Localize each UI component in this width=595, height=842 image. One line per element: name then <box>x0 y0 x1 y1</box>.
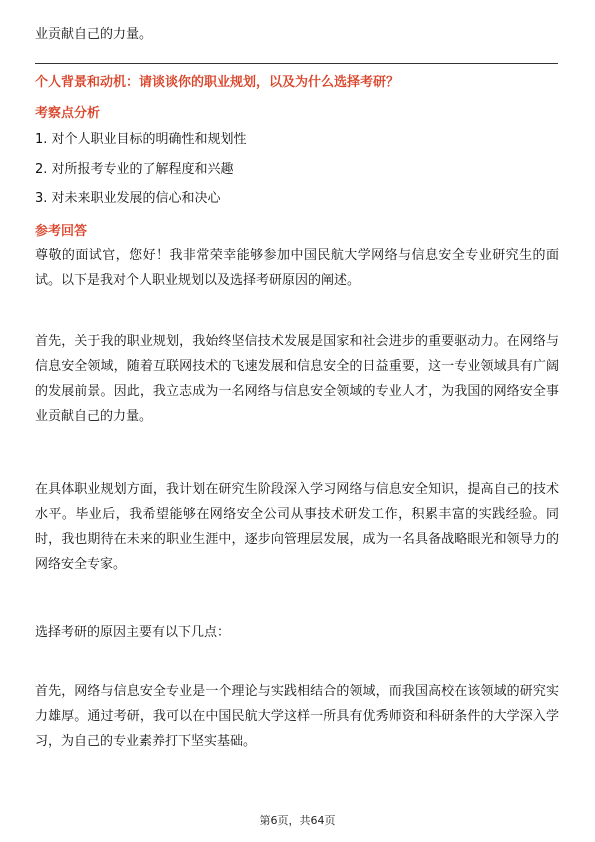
answer-paragraph: 选择考研的原因主要有以下几点： <box>35 625 231 640</box>
answer-paragraph: 尊敬的面试官，您好！我非常荣幸能够参加中国民航大学网络与信息安全专业研究生的面试。以下是我对个人职业规划以及选择考研原因的阐述。 <box>35 248 559 288</box>
analysis-point: 3. 对未来职业发展的信心和决心 <box>35 191 221 206</box>
answer-heading: 参考回答 <box>35 224 88 239</box>
answer-paragraph: 首先，关于我的职业规划，我始终坚信技术发展是国家和社会进步的重要驱动力。在网络与信息安全领域，随着互联网技术的飞速发展和信息安全的日益重要，这一专业领域具有广阔的发展前景。因此，我立志成为一名网络与信息安全领域的专业人才，为我国的网络安全事业贡献自己的力量。 <box>35 334 559 424</box>
analysis-heading: 考察点分析 <box>35 106 101 121</box>
page-number: 第6页，共64页 <box>259 814 336 827</box>
continuation-line: 业贡献自己的力量。 <box>35 27 153 42</box>
analysis-point: 2. 对所报考专业的了解程度和兴趣 <box>35 162 234 177</box>
divider-line <box>35 63 558 64</box>
answer-paragraph: 在具体职业规划方面，我计划在研究生阶段深入学习网络与信息安全知识，提高自己的技术水平。毕业后，我希望能够在网络安全公司从事技术研发工作，积累丰富的实践经验。同时，我也期待在未来的职业生涯中，逐步向管理层发展，成为一名具备战略眼光和领导力的网络安全专家。 <box>35 482 559 572</box>
analysis-point: 1. 对个人职业目标的明确性和规划性 <box>35 132 247 147</box>
question-heading: 个人背景和动机：请谈谈你的职业规划，以及为什么选择考研？ <box>35 75 400 90</box>
answer-paragraph: 首先，网络与信息安全专业是一个理论与实践相结合的领域，而我国高校在该领域的研究实力雄厚。通过考研，我可以在中国民航大学这样一所具有优秀师资和科研条件的大学深入学习，为自己的专业素养打下坚实基础。 <box>35 684 559 749</box>
